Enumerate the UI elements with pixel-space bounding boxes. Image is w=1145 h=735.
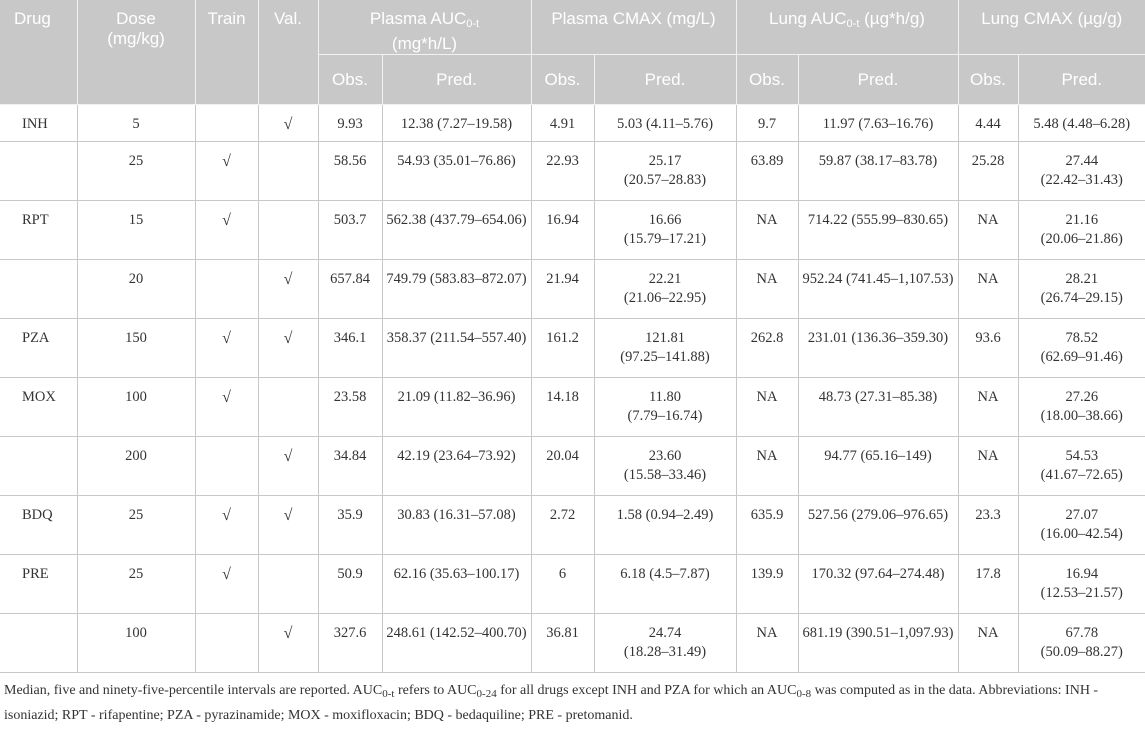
cell-lung-cmax-obs: NA [958, 378, 1018, 437]
cell-drug: PRE [0, 555, 77, 614]
table-row [0, 555, 1145, 614]
cell-train-check: √ [195, 319, 258, 378]
table-header [0, 0, 1145, 105]
cell-plasma-auc-pred: 54.93 (35.01–76.86) [382, 142, 531, 201]
cell-lung-cmax-pred: 21.16 (20.06–21.86) [1018, 201, 1145, 260]
cell-plasma-cmax-pred: 25.17 (20.57–28.83) [594, 142, 736, 201]
cell-lung-auc-obs: NA [736, 201, 798, 260]
cell-plasma-auc-pred: 358.37 (211.54–557.40) [382, 319, 531, 378]
cell-train-check [195, 105, 258, 142]
cell-plasma-cmax-pred: 11.80 (7.79–16.74) [594, 378, 736, 437]
cell-lung-cmax-obs: 23.3 [958, 496, 1018, 555]
cell-plasma-auc-pred: 749.79 (583.83–872.07) [382, 260, 531, 319]
cell-dose: 20 [77, 260, 195, 319]
cell-lung-auc-pred: 231.01 (136.36–359.30) [798, 319, 958, 378]
cell-dose: 150 [77, 319, 195, 378]
cell-plasma-cmax-pred: 5.03 (4.11–5.76) [594, 105, 736, 142]
cell-val-check: √ [258, 260, 318, 319]
cell-dose: 25 [77, 555, 195, 614]
cell-train-check [195, 260, 258, 319]
table-row [0, 319, 1145, 378]
cell-plasma-auc-obs: 58.56 [318, 142, 382, 201]
subheader-pred: Pred. [798, 55, 958, 105]
col-header-drug: Drug [0, 0, 77, 105]
cell-train-check [195, 614, 258, 673]
cell-lung-cmax-obs: 93.6 [958, 319, 1018, 378]
subheader-pred: Pred. [594, 55, 736, 105]
cell-val-check [258, 378, 318, 437]
cell-plasma-cmax-obs: 20.04 [531, 437, 594, 496]
cell-val-check: √ [258, 496, 318, 555]
cell-lung-cmax-pred: 5.48 (4.48–6.28) [1018, 105, 1145, 142]
col-header-plasma-cmax: Plasma CMAX (mg/L) [531, 0, 736, 55]
cell-lung-cmax-pred: 54.53 (41.67–72.65) [1018, 437, 1145, 496]
cell-plasma-cmax-pred: 22.21 (21.06–22.95) [594, 260, 736, 319]
cell-plasma-cmax-obs: 4.91 [531, 105, 594, 142]
cell-plasma-auc-obs: 23.58 [318, 378, 382, 437]
table-row [0, 260, 1145, 319]
cell-val-check: √ [258, 437, 318, 496]
cell-val-check [258, 142, 318, 201]
cell-lung-auc-pred: 170.32 (97.64–274.48) [798, 555, 958, 614]
cell-lung-auc-pred: 527.56 (279.06–976.65) [798, 496, 958, 555]
cell-plasma-auc-obs: 9.93 [318, 105, 382, 142]
cell-drug [0, 614, 77, 673]
cell-lung-auc-pred: 714.22 (555.99–830.65) [798, 201, 958, 260]
cell-train-check: √ [195, 201, 258, 260]
col-header-lung-auc: Lung $AUC_{0-t}$ (µg*h/g) [736, 0, 958, 55]
cell-plasma-auc-obs: 657.84 [318, 260, 382, 319]
cell-lung-auc-obs: 139.9 [736, 555, 798, 614]
cell-dose: 200 [77, 437, 195, 496]
cell-plasma-cmax-pred: 24.74 (18.28–31.49) [594, 614, 736, 673]
cell-train-check: √ [195, 378, 258, 437]
table-row [0, 614, 1145, 673]
table-row [0, 201, 1145, 260]
cell-val-check [258, 201, 318, 260]
cell-dose: 25 [77, 142, 195, 201]
col-header-dose: Dose (mg/kg) [77, 0, 195, 105]
cell-lung-cmax-pred: 27.26 (18.00–38.66) [1018, 378, 1145, 437]
cell-lung-cmax-obs: 17.8 [958, 555, 1018, 614]
cell-dose: 15 [77, 201, 195, 260]
cell-drug: INH [0, 105, 77, 142]
cell-lung-cmax-pred: 27.07 (16.00–42.54) [1018, 496, 1145, 555]
cell-plasma-auc-pred: 248.61 (142.52–400.70) [382, 614, 531, 673]
subheader-obs: Obs. [958, 55, 1018, 105]
cell-lung-auc-obs: NA [736, 260, 798, 319]
cell-train-check: √ [195, 555, 258, 614]
cell-plasma-cmax-obs: 22.93 [531, 142, 594, 201]
cell-lung-auc-obs: NA [736, 378, 798, 437]
cell-plasma-cmax-obs: 16.94 [531, 201, 594, 260]
cell-plasma-cmax-pred: 121.81 (97.25–141.88) [594, 319, 736, 378]
cell-plasma-auc-pred: 62.16 (35.63–100.17) [382, 555, 531, 614]
cell-plasma-auc-pred: 21.09 (11.82–36.96) [382, 378, 531, 437]
cell-val-check: √ [258, 105, 318, 142]
cell-lung-auc-pred: 952.24 (741.45–1,107.53) [798, 260, 958, 319]
col-header-lung-cmax: Lung CMAX (µg/g) [958, 0, 1145, 55]
table-row [0, 437, 1145, 496]
cell-plasma-cmax-obs: 161.2 [531, 319, 594, 378]
cell-lung-cmax-obs: NA [958, 437, 1018, 496]
subheader-obs: Obs. [736, 55, 798, 105]
cell-lung-auc-pred: 59.87 (38.17–83.78) [798, 142, 958, 201]
cell-plasma-auc-pred: 12.38 (7.27–19.58) [382, 105, 531, 142]
cell-plasma-cmax-obs: 14.18 [531, 378, 594, 437]
cell-plasma-auc-pred: 42.19 (23.64–73.92) [382, 437, 531, 496]
table-row [0, 142, 1145, 201]
cell-lung-auc-obs: 63.89 [736, 142, 798, 201]
cell-lung-auc-obs: NA [736, 437, 798, 496]
subheader-pred: Pred. [382, 55, 531, 105]
cell-plasma-auc-obs: 50.9 [318, 555, 382, 614]
cell-lung-cmax-pred: 28.21 (26.74–29.15) [1018, 260, 1145, 319]
table-row [0, 105, 1145, 142]
cell-lung-cmax-obs: NA [958, 201, 1018, 260]
cell-lung-auc-obs: 262.8 [736, 319, 798, 378]
cell-val-check [258, 555, 318, 614]
cell-dose: 5 [77, 105, 195, 142]
cell-dose: 100 [77, 378, 195, 437]
cell-drug [0, 142, 77, 201]
cell-plasma-auc-obs: 503.7 [318, 201, 382, 260]
cell-drug [0, 260, 77, 319]
cell-drug: MOX [0, 378, 77, 437]
cell-lung-auc-pred: 681.19 (390.51–1,097.93) [798, 614, 958, 673]
cell-plasma-auc-obs: 346.1 [318, 319, 382, 378]
cell-lung-auc-pred: 11.97 (7.63–16.76) [798, 105, 958, 142]
cell-lung-cmax-obs: NA [958, 260, 1018, 319]
cell-lung-cmax-pred: 27.44 (22.42–31.43) [1018, 142, 1145, 201]
cell-plasma-cmax-pred: 16.66 (15.79–17.21) [594, 201, 736, 260]
cell-plasma-cmax-pred: 23.60 (15.58–33.46) [594, 437, 736, 496]
subheader-obs: Obs. [318, 55, 382, 105]
cell-plasma-auc-obs: 327.6 [318, 614, 382, 673]
cell-lung-cmax-obs: 25.28 [958, 142, 1018, 201]
cell-plasma-cmax-pred: 1.58 (0.94–2.49) [594, 496, 736, 555]
cell-lung-auc-obs: 9.7 [736, 105, 798, 142]
cell-plasma-cmax-obs: 6 [531, 555, 594, 614]
cell-lung-auc-obs: NA [736, 614, 798, 673]
table-footnote: Median, five and ninety-five-percentile intervals are reported. $AUC_{0-t}$ refers to $AUC_{0-24}$ for all drugs except INH and PZA for which an $AUC_{0-8}$ was computed as in the data. Abbreviations: INH - isoniazid; RPT - rifapentine; PZA - pyrazinamide; MOX - moxifloxacin; BDQ - bedaquiline; PRE - pretomanid. [4, 683, 1099, 723]
cell-dose: 100 [77, 614, 195, 673]
table-body [0, 105, 1145, 673]
subheader-pred: Pred. [1018, 55, 1145, 105]
cell-train-check: √ [195, 496, 258, 555]
cell-val-check: √ [258, 319, 318, 378]
cell-dose: 25 [77, 496, 195, 555]
col-header-train: Train [195, 0, 258, 105]
cell-lung-auc-obs: 635.9 [736, 496, 798, 555]
table-row [0, 378, 1145, 437]
cell-lung-cmax-obs: NA [958, 614, 1018, 673]
table-row [0, 496, 1145, 555]
cell-lung-auc-pred: 94.77 (65.16–149) [798, 437, 958, 496]
cell-plasma-auc-obs: 35.9 [318, 496, 382, 555]
col-header-val: Val. [258, 0, 318, 105]
cell-lung-cmax-pred: 67.78 (50.09–88.27) [1018, 614, 1145, 673]
cell-drug: PZA [0, 319, 77, 378]
cell-plasma-auc-pred: 562.38 (437.79–654.06) [382, 201, 531, 260]
subheader-obs: Obs. [531, 55, 594, 105]
cell-drug: RPT [0, 201, 77, 260]
cell-train-check: √ [195, 142, 258, 201]
cell-lung-cmax-pred: 16.94 (12.53–21.57) [1018, 555, 1145, 614]
cell-val-check: √ [258, 614, 318, 673]
cell-lung-auc-pred: 48.73 (27.31–85.38) [798, 378, 958, 437]
cell-plasma-cmax-pred: 6.18 (4.5–7.87) [594, 555, 736, 614]
cell-drug [0, 437, 77, 496]
cell-plasma-auc-pred: 30.83 (16.31–57.08) [382, 496, 531, 555]
cell-plasma-cmax-obs: 36.81 [531, 614, 594, 673]
cell-plasma-auc-obs: 34.84 [318, 437, 382, 496]
cell-drug: BDQ [0, 496, 77, 555]
col-header-plasma-auc: Plasma $AUC_{0-t}$ (mg*h/L) [318, 0, 531, 55]
cell-lung-cmax-pred: 78.52 (62.69–91.46) [1018, 319, 1145, 378]
cell-plasma-cmax-obs: 2.72 [531, 496, 594, 555]
cell-lung-cmax-obs: 4.44 [958, 105, 1018, 142]
cell-train-check [195, 437, 258, 496]
cell-plasma-cmax-obs: 21.94 [531, 260, 594, 319]
